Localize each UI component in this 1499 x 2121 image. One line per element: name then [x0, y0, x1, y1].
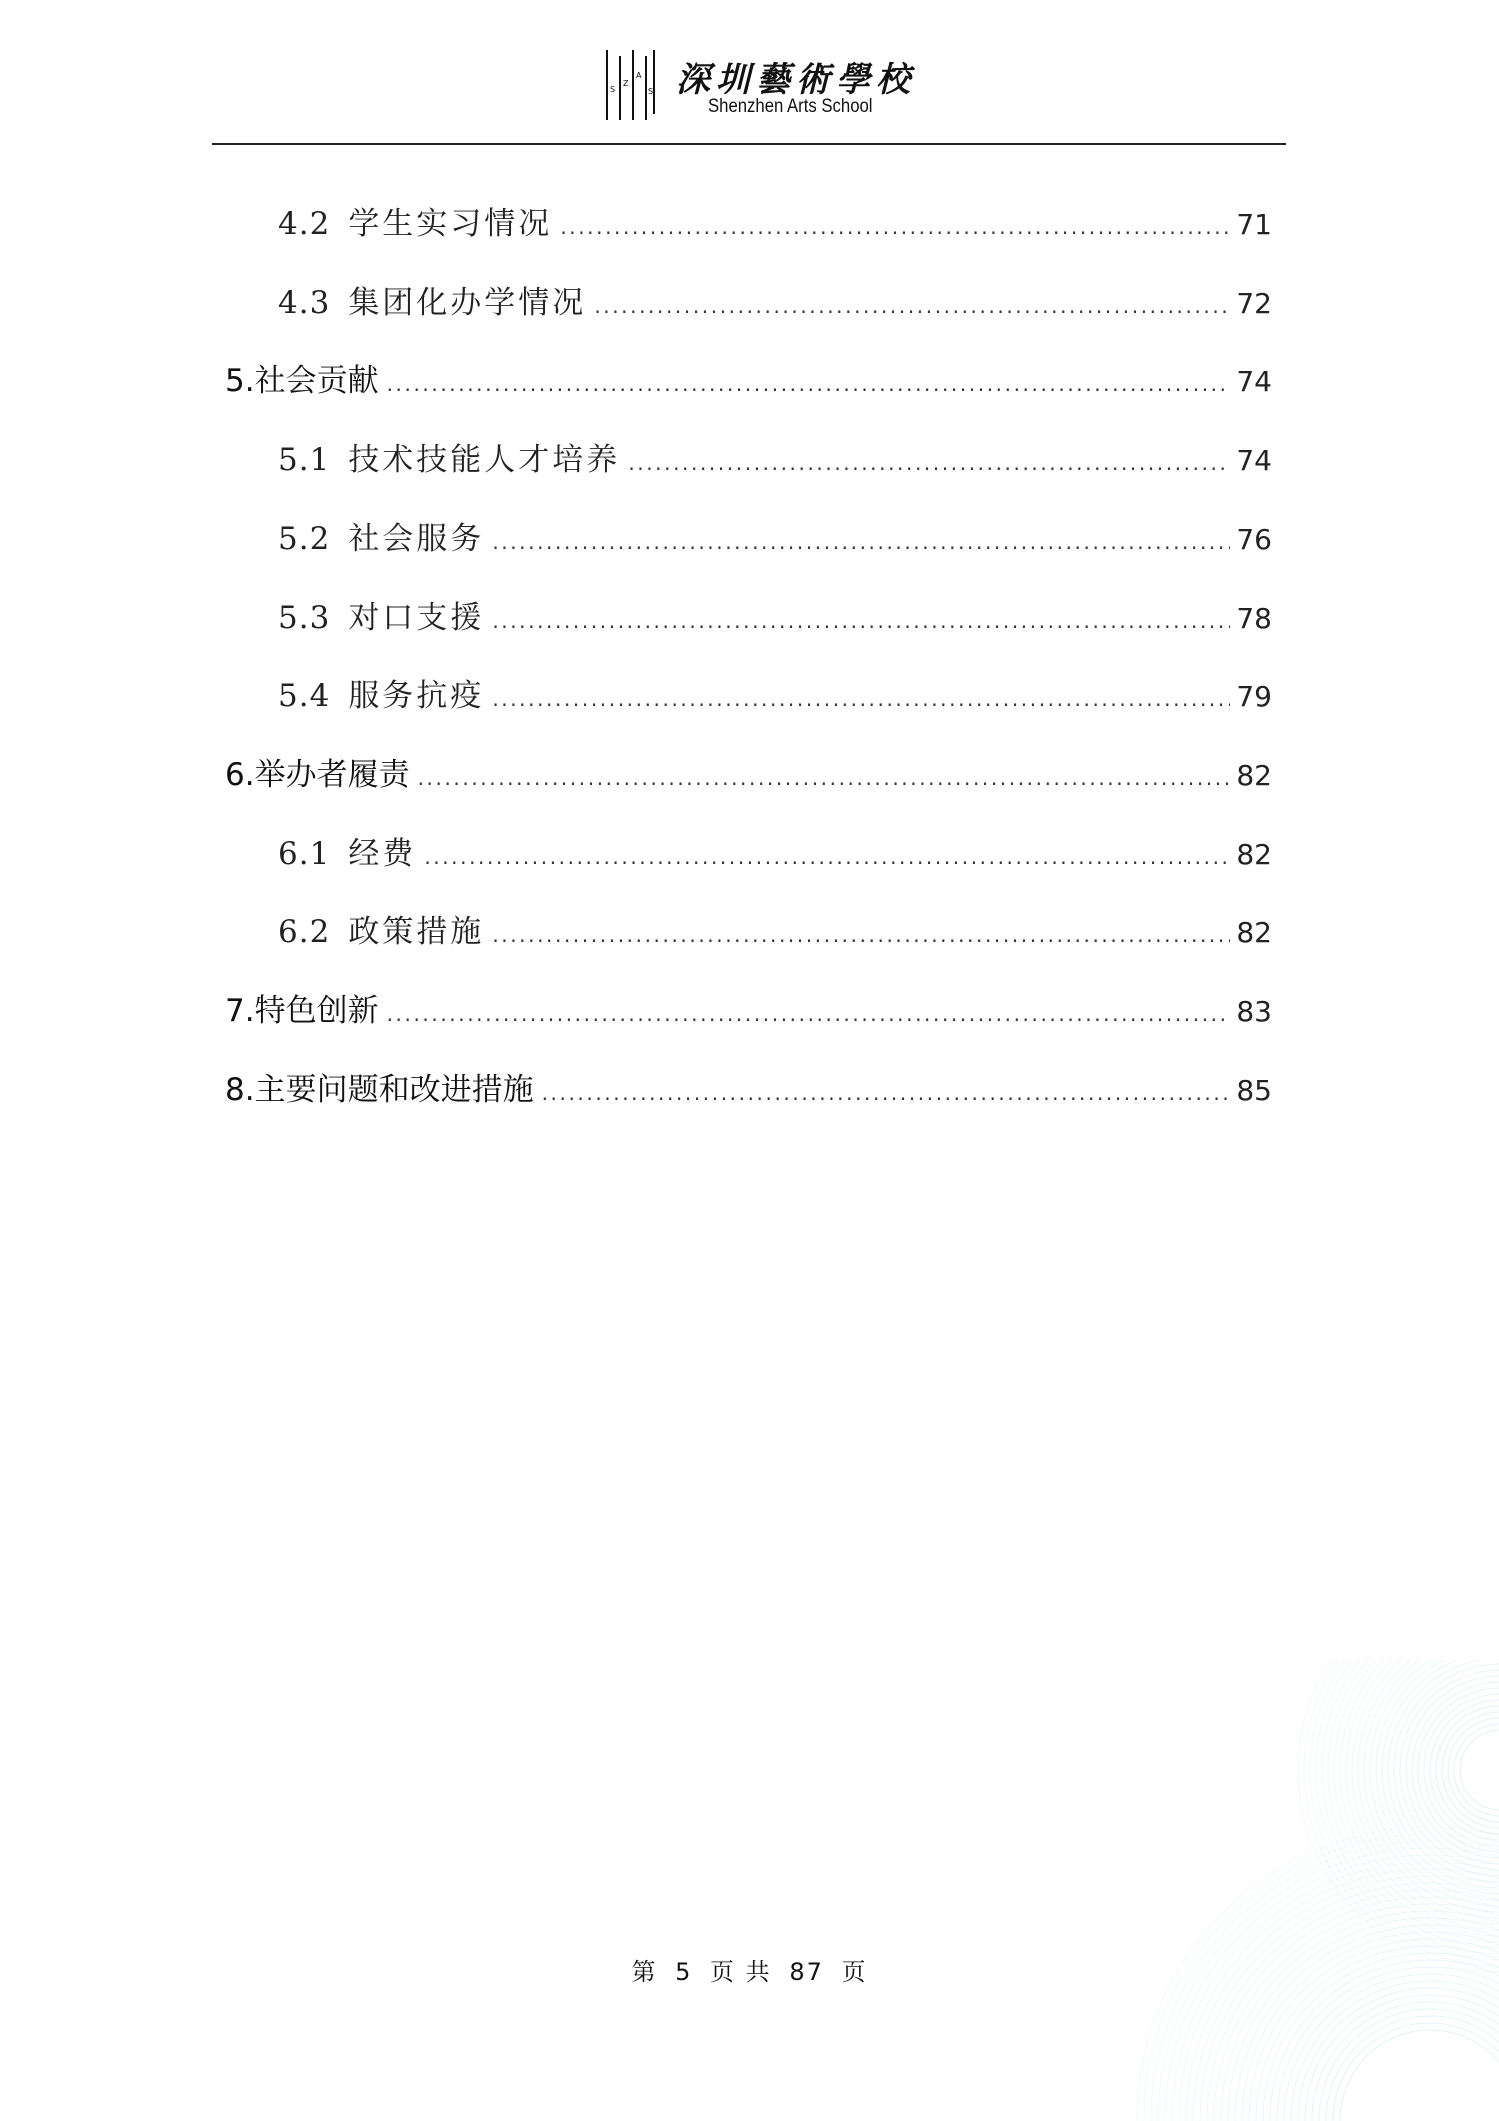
- toc-entry-page-number: 78: [1236, 602, 1272, 635]
- decorative-ring: [1370, 1660, 1499, 1900]
- decorative-ring: [1454, 1724, 1499, 1816]
- decorative-ring: [1179, 1869, 1499, 2121]
- toc-entry-title: 主要问题和改进措施: [254, 1072, 534, 1108]
- decorative-ring: [1165, 1855, 1499, 2121]
- toc-entry-title: 举办者履责: [254, 757, 410, 793]
- decorative-ring: [1298, 1660, 1499, 1972]
- decorative-ring: [1352, 1660, 1499, 1918]
- toc-entry-number: 5.4: [278, 678, 331, 714]
- toc-entry-title: 技术技能人才培养: [348, 442, 621, 478]
- school-name-cn: 深圳藝術學校: [676, 60, 916, 100]
- toc-dot-leader: [387, 372, 1231, 396]
- toc-entry-number: 4.3: [278, 285, 331, 321]
- toc-entry-page-number: 74: [1236, 444, 1272, 477]
- decorative-ring: [1424, 1694, 1499, 1846]
- toc-entry-title: 集团化办学情况: [348, 285, 587, 321]
- footer-suffix: 页: [841, 1958, 868, 1986]
- toc-entry-page-number: 85: [1236, 1074, 1272, 1107]
- toc-entry-number: 5.2: [278, 521, 331, 557]
- toc-entry-number: 6.2: [278, 914, 331, 950]
- toc-entry-number: 5.3: [278, 600, 331, 636]
- decorative-ring: [1460, 1730, 1499, 1810]
- decorative-ring: [1304, 1660, 1499, 1966]
- decorative-ring: [1291, 1981, 1499, 2121]
- decorative-ring: [1312, 2002, 1499, 2121]
- footer-prefix: 第: [631, 1958, 658, 1986]
- decorative-ring: [1430, 1700, 1499, 1840]
- toc-entry-title: 学生实习情况: [348, 206, 553, 242]
- decorative-ring: [1382, 1660, 1499, 1888]
- decorative-ring: [1388, 1660, 1499, 1882]
- toc-entry-page-number: 72: [1236, 287, 1272, 320]
- decorative-ring: [1442, 1712, 1499, 1828]
- toc-entry-title: 社会服务: [348, 521, 485, 557]
- toc-entry-title: 服务抗疫: [348, 678, 485, 714]
- footer-mid: 页 共: [710, 1958, 772, 1986]
- toc-entry-number: 6.1: [278, 836, 331, 872]
- decorative-ring: [1277, 1967, 1499, 2121]
- decorative-ring: [1358, 1660, 1499, 1912]
- decorative-ring: [1418, 1688, 1499, 1852]
- decorative-ring: [1319, 2009, 1499, 2121]
- toc-dot-leader: [418, 766, 1231, 790]
- decorative-ring: [1340, 2030, 1499, 2121]
- toc-entry[interactable]: [278, 198, 1272, 242]
- page-footer: [0, 1952, 1499, 1987]
- toc-entry-page-number: 82: [1236, 838, 1272, 871]
- decorative-ring: [1214, 1904, 1499, 2121]
- decorative-ring: [1310, 1660, 1499, 1960]
- toc-entry-title: 对口支援: [348, 600, 485, 636]
- toc-entry-number: 5.: [225, 363, 255, 399]
- decorative-ring: [1207, 1897, 1499, 2121]
- toc-dot-leader: [542, 1081, 1231, 1105]
- toc-dot-leader: [492, 687, 1230, 711]
- toc-dot-leader: [492, 923, 1230, 947]
- toc-entry-number: 5.1: [278, 442, 331, 478]
- toc-dot-leader: [387, 1002, 1231, 1026]
- toc-entry[interactable]: [278, 277, 1272, 321]
- toc-dot-leader: [594, 294, 1230, 318]
- logo-letter: S: [648, 87, 654, 96]
- decorative-ring: [1200, 1890, 1499, 2121]
- decorative-ring: [1221, 1911, 1499, 2121]
- toc-dot-leader: [492, 609, 1230, 633]
- toc-dot-leader: [424, 845, 1230, 869]
- decorative-ring: [1448, 1718, 1499, 1822]
- decorative-ring: [1305, 1995, 1499, 2121]
- decorative-ring: [1364, 1660, 1499, 1906]
- decorative-ring: [1186, 1876, 1499, 2121]
- toc-entry-page-number: 71: [1236, 208, 1272, 241]
- toc-entry-number: 8.: [225, 1072, 255, 1108]
- toc-entry-title: 政策措施: [348, 914, 485, 950]
- page-header: [0, 38, 1499, 138]
- toc-entry[interactable]: [278, 906, 1272, 950]
- decorative-ring: [1400, 1670, 1499, 1870]
- toc-entry[interactable]: [278, 670, 1272, 714]
- logo-letter: A: [636, 71, 642, 80]
- decorative-ring: [1322, 1660, 1499, 1948]
- toc-dot-leader: [492, 530, 1230, 554]
- toc-entry[interactable]: [278, 434, 1272, 478]
- toc-entry-page-number: 82: [1236, 759, 1272, 792]
- toc-entry[interactable]: [225, 1064, 1272, 1108]
- decorative-ring: [1328, 1660, 1499, 1942]
- toc-entry-number: 6.: [225, 757, 255, 793]
- toc-entry-page-number: 74: [1236, 365, 1272, 398]
- school-logo-icon: [604, 48, 656, 122]
- decorative-ring: [1172, 1862, 1499, 2121]
- toc-entry-page-number: 76: [1236, 523, 1272, 556]
- toc-entry-number: 4.2: [278, 206, 331, 242]
- footer-current-page: 5: [675, 1958, 693, 1986]
- toc-entry[interactable]: [225, 749, 1272, 793]
- toc-entry-page-number: 82: [1236, 916, 1272, 949]
- toc-entry[interactable]: [278, 513, 1272, 557]
- decorative-ring: [1326, 2016, 1499, 2121]
- toc-dot-leader: [628, 451, 1230, 475]
- logo-letter: Z: [623, 79, 629, 88]
- footer-total-pages: 87: [789, 1958, 824, 1986]
- toc-entry-number: 7.: [225, 993, 255, 1029]
- decorative-ring: [1346, 1660, 1499, 1924]
- toc-entry-page-number: 83: [1236, 995, 1272, 1028]
- logo-letter: S: [610, 85, 616, 94]
- header-divider: [212, 143, 1286, 145]
- toc-entry[interactable]: [225, 355, 1272, 399]
- decorative-rings-graphic: [1100, 1660, 1499, 2121]
- school-name-en: Shenzhen Arts School: [708, 96, 873, 117]
- decorative-ring: [1376, 1660, 1499, 1894]
- decorative-ring: [1406, 1676, 1499, 1864]
- decorative-ring: [1298, 1988, 1499, 2121]
- decorative-ring: [1316, 1660, 1499, 1954]
- decorative-ring: [1334, 1660, 1499, 1936]
- decorative-ring: [1284, 1974, 1499, 2121]
- decorative-ring: [1412, 1682, 1499, 1858]
- decorative-ring: [1436, 1706, 1499, 1834]
- toc-dot-leader: [560, 215, 1230, 239]
- toc-entry-title: 社会贡献: [254, 363, 379, 399]
- toc-entry[interactable]: [278, 828, 1272, 872]
- toc-entry-title: 经费: [348, 836, 417, 872]
- toc-entry-page-number: 79: [1236, 680, 1272, 713]
- toc-entry[interactable]: [225, 985, 1272, 1029]
- decorative-ring: [1340, 1660, 1499, 1930]
- decorative-ring: [1228, 1918, 1499, 2121]
- decorative-ring: [1394, 1664, 1499, 1876]
- decorative-ring: [1193, 1883, 1499, 2121]
- toc-entry[interactable]: [278, 592, 1272, 636]
- decorative-ring: [1333, 2023, 1499, 2121]
- toc-entry-title: 特色创新: [254, 993, 379, 1029]
